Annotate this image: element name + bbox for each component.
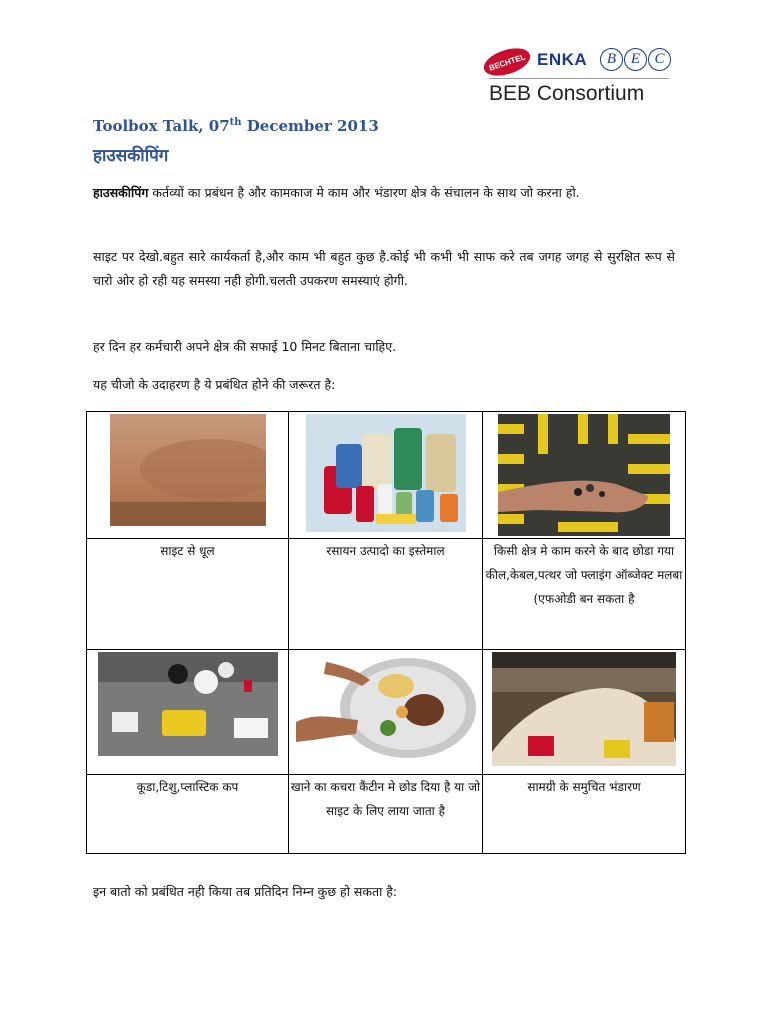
consortium-name: BEB Consortium [489, 82, 645, 105]
table-cell [289, 650, 483, 775]
food-waste-plate-image [296, 652, 476, 760]
caption-chemical-use: रसायन उत्पादो का इस्तेमाल [289, 539, 483, 650]
caption-material-storage: सामग्री के समुचित भंडारण [483, 775, 686, 854]
enka-logo: ENKA [537, 50, 588, 69]
examples-intro: यह चीजो के उदाहरण है ये प्रबंधित होने की जरूरत है: [93, 377, 336, 392]
dust-storm-image [110, 414, 266, 526]
company-logo [483, 44, 678, 108]
page-heading: हाउसकीपिंग [93, 146, 169, 166]
toolbox-talk-title: Toolbox Talk, 07th December 2013 [93, 117, 379, 135]
logo-divider [489, 78, 669, 79]
table-cell [87, 650, 289, 775]
site-paragraph: साइट पर देखो.बहुत सारे कार्यकर्ता है,और काम भी बहुत कुछ है.कोई भी कभी भी साफ करे तब जगह जगह से सुरक्षित रूप से चारो ओर हो रही यह समस्या नही होगी.चलती उपकरण समस्याएं होगी. [93, 249, 675, 288]
caption-fod-debris: किसी क्षेत्र मे काम करने के बाद छोडा गया कील,केबल,पत्थर जो फ्लाइंग ऑब्जेक्ट मलबा (एफओडी बन सकता है [483, 539, 686, 650]
bec-letter: C [648, 48, 671, 71]
bechtel-logo: BECHTEL [480, 43, 533, 81]
material-storage-image [492, 652, 676, 766]
chemical-bottles-image [306, 414, 466, 532]
caption-site-dust: साइट से धूल [87, 539, 289, 650]
debris-in-hand-image [498, 414, 670, 536]
table-cell [483, 412, 686, 539]
trash-on-floor-image [98, 652, 278, 756]
intro-paragraph: हाउसकीपिंग कर्तव्यों का प्रबंधन है और कामकाज मे काम और भंडारण क्षेत्र के संचालन के साथ जो करना हो. [93, 185, 580, 200]
caption-food-waste: खाने का कचरा कैंटीन मे छोड दिया है या जो साइट के लिए लाया जाता है [289, 775, 483, 854]
table-cell [87, 412, 289, 539]
table-cell [483, 650, 686, 775]
daily-cleaning-paragraph: हर दिन हर कर्मचारी अपने क्षेत्र की सफाई 10 मिनट बिताना चाहिए. [93, 339, 397, 354]
caption-trash: कूडा,टिशु,प्लास्टिक कप [87, 775, 289, 854]
examples-table [86, 411, 686, 854]
consequences-intro: इन बातो को प्रबंधित नही किया तब प्रतिदिन निम्न कुछ हो सकता है: [93, 884, 398, 899]
table-cell [289, 412, 483, 539]
bec-logo [600, 48, 671, 71]
bec-letter: E [624, 48, 647, 71]
bec-letter: B [600, 48, 623, 71]
